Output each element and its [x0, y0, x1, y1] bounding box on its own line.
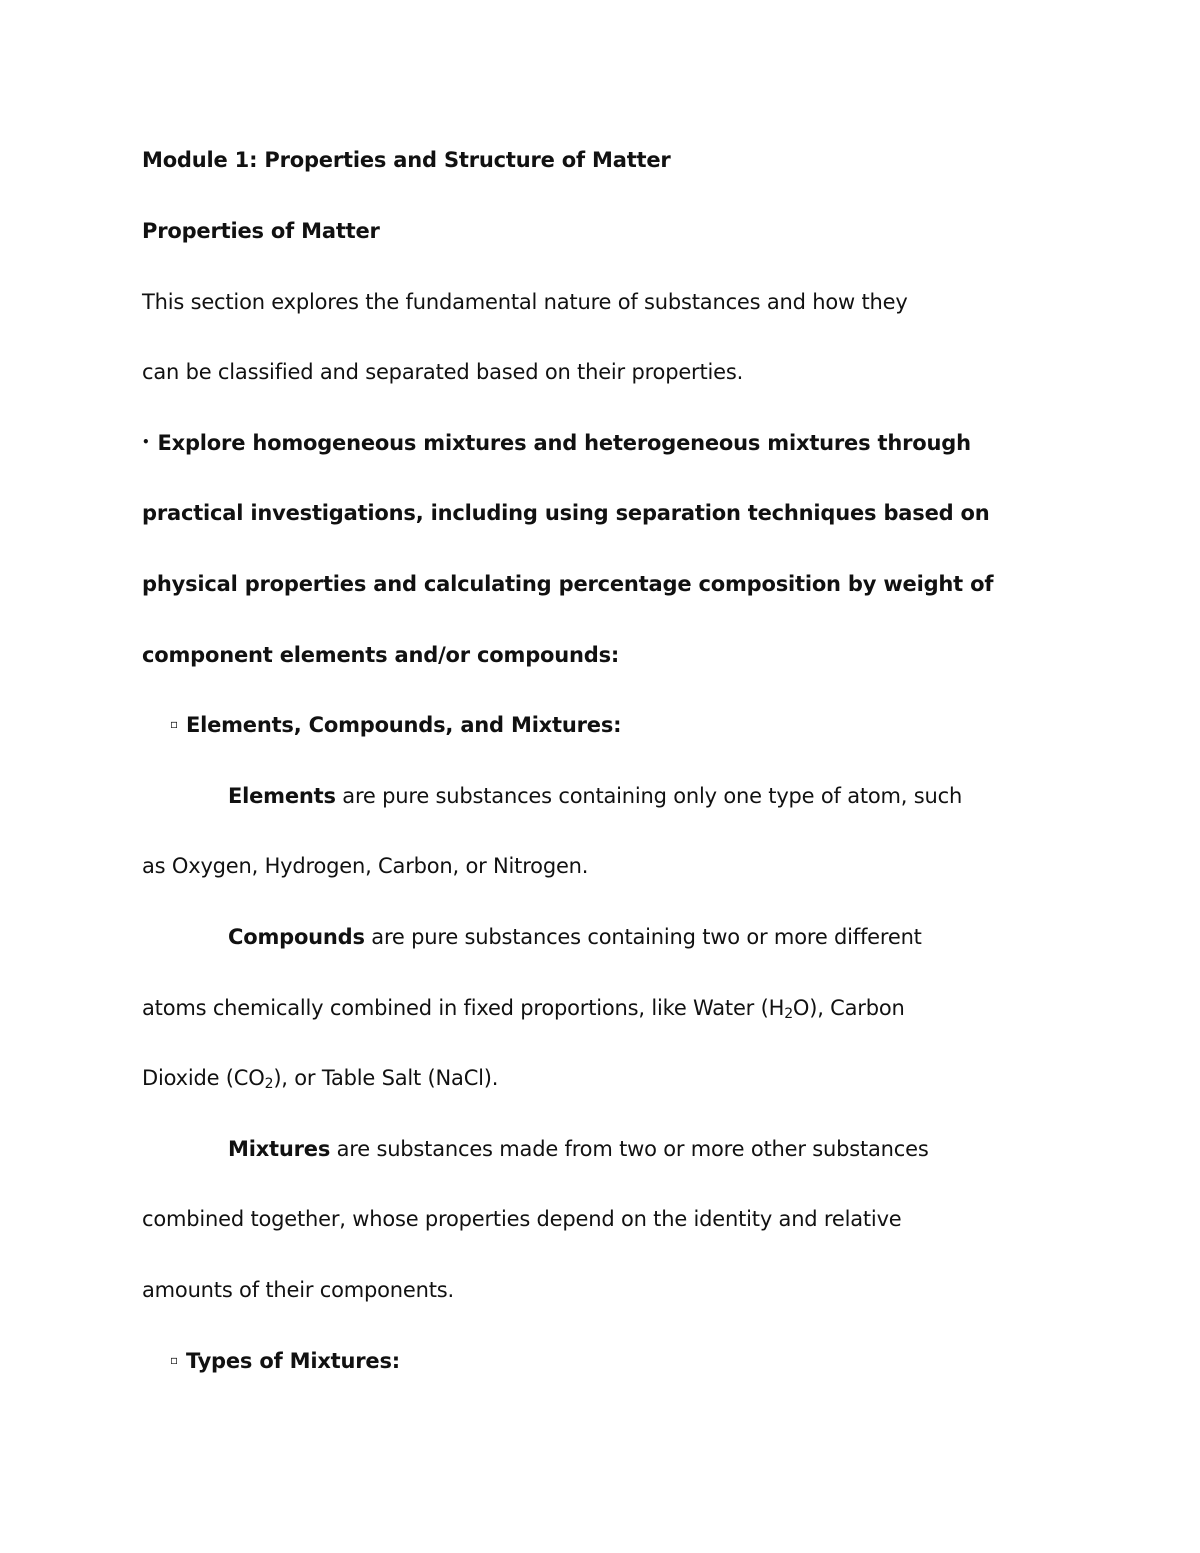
compounds-line-2-text-b: O), Carbon [792, 996, 905, 1020]
bullet-item-line-1 [142, 429, 971, 458]
elements-paragraph-line-2: as Oxygen, Hydrogen, Carbon, or Nitrogen. [142, 854, 589, 878]
subscript: 2 [784, 1006, 793, 1022]
intro-text-line-2: can be classified and separated based on their properties. [142, 360, 744, 384]
compounds-paragraph-line-1 [228, 923, 922, 951]
compounds-line-3-text-a: Dioxide (CO [142, 1066, 265, 1090]
compounds-paragraph-line-2 [142, 994, 905, 1028]
intro-text-line-1: This section explores the fundamental nature of substances and how they [142, 290, 908, 314]
mixtures-paragraph-line-2: combined together, whose properties depend on the identity and relative [142, 1207, 902, 1231]
compounds-text: are pure substances containing two or more different [364, 925, 922, 949]
subscript: 2 [264, 1076, 274, 1092]
bullet-item-line-2: practical investigations, including using separation techniques based on [142, 501, 990, 525]
mixtures-paragraph-line-1 [228, 1135, 929, 1163]
bullet-item-line-3: physical properties and calculating percentage composition by weight of [142, 572, 994, 596]
sub-bullet-types-of-mixtures [170, 1347, 400, 1376]
elements-paragraph-line-1 [228, 782, 962, 810]
sub-bullet-heading: Types of Mixtures: [185, 1349, 400, 1373]
module-title: Module 1: Properties and Structure of Matter [142, 148, 671, 172]
elements-term: Elements [228, 784, 336, 808]
bullet-item-line-4: component elements and/or compounds: [142, 643, 620, 667]
compounds-term: Compounds [228, 925, 365, 949]
mixtures-paragraph-line-3: amounts of their components. [142, 1278, 454, 1302]
bullet-text: Explore homogeneous mixtures and heterogeneous mixtures through [157, 431, 971, 455]
compounds-line-2-text-a: atoms chemically combined in fixed proportions, like Water (H [142, 996, 785, 1020]
bullet-marker: • [142, 435, 150, 449]
compounds-line-3-text-b: ), or Table Salt (NaCl). [273, 1066, 499, 1090]
section-heading: Properties of Matter [142, 219, 380, 243]
compounds-paragraph-line-3 [142, 1064, 498, 1098]
sub-bullet-heading: Elements, Compounds, and Mixtures: [185, 713, 622, 737]
elements-text: are pure substances containing only one type of atom, such [335, 784, 963, 808]
sub-bullet-marker: ▫ [170, 717, 178, 731]
mixtures-term: Mixtures [228, 1137, 331, 1161]
sub-bullet-marker: ▫ [170, 1353, 178, 1367]
mixtures-text: are substances made from two or more other substances [330, 1137, 929, 1161]
sub-bullet-elements-compounds-mixtures [170, 711, 621, 740]
